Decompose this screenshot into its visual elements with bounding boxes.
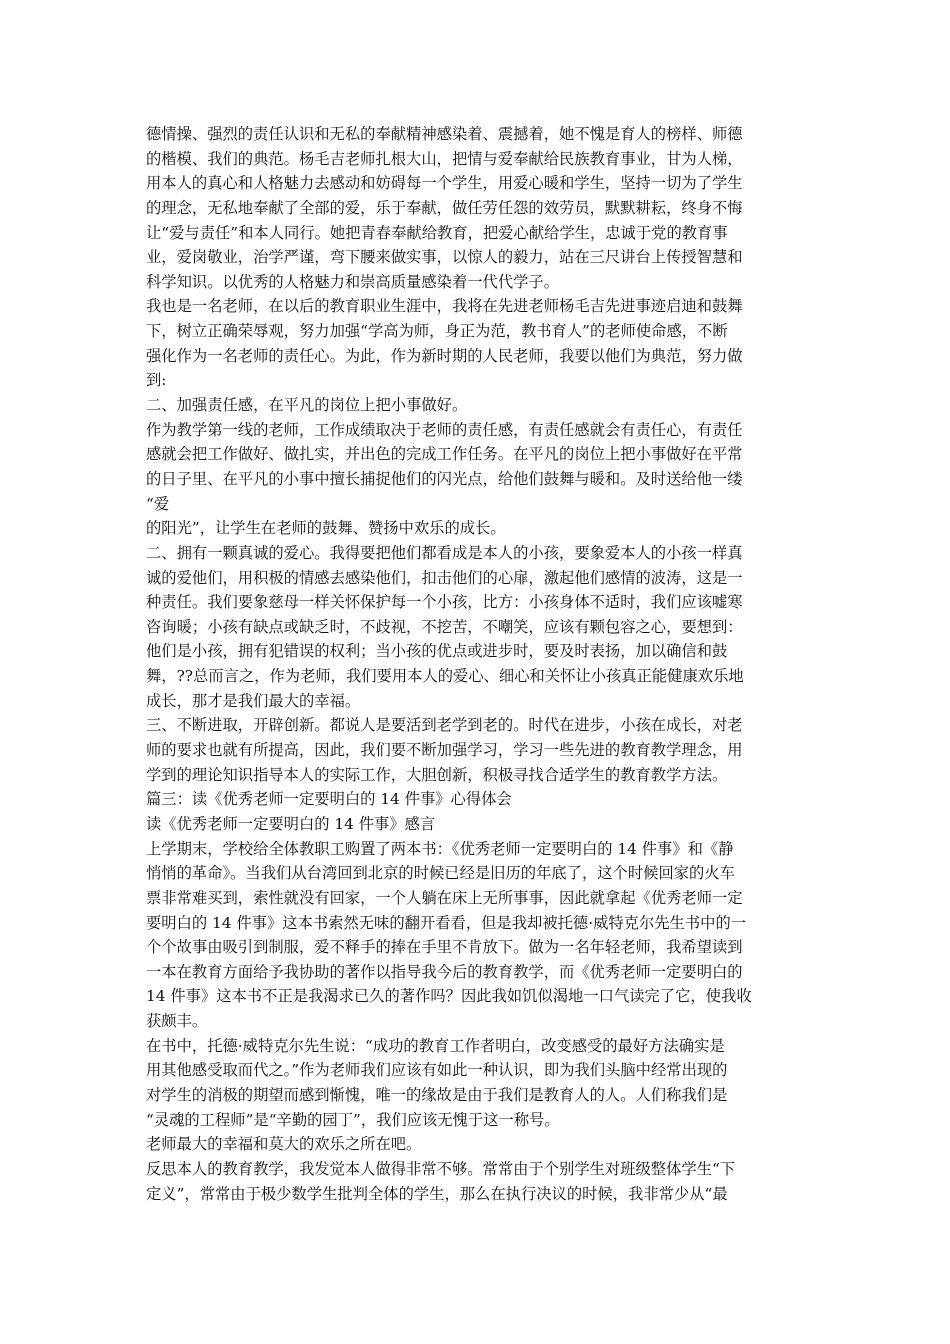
text-line: 科学知识。以优秀的人格魅力和崇高质量感染着一代代学子。	[146, 272, 560, 291]
text-line: 获颇丰。	[146, 1012, 208, 1031]
text-line: 咨询暖；小孩有缺点或缺乏时，不歧视，不挖苦，不嘲笑，应该有颗包容之心，要想到：	[146, 617, 743, 636]
text-line: 感就会把工作做好、做扎实，并出色的完成工作任务。在平凡的岗位上把小事做好在平常	[146, 445, 743, 464]
text-line: 悄悄的革命》。当我们从台湾回到北京的时候已经是旧历的年底了，这个时候回家的火车	[146, 864, 735, 883]
text-line: 他们是小孩，拥有犯错误的权利；当小孩的优点或进步时，要及时表扬，加以确信和鼓	[146, 642, 728, 661]
text-line: 定义”，常常由于极少数学生批判全体的学生，那么在执行决议的时候，我非常少从“最	[146, 1184, 728, 1203]
text-line: 舞，??总而言之，作为老师，我们要用本人的爱心、细心和关怀让小孩真正能健康欢乐地	[146, 667, 744, 686]
text-line: 学到的理论知识指导本人的实际工作，大胆创新，积极寻找合适学生的教育教学方法。	[146, 765, 728, 784]
body-text	[146, 122, 812, 1206]
text-line: 下，树立正确荣辱观，努力加强“学高为师，身正为范，教书育人”的老师使命感，不断	[146, 322, 728, 341]
text-line: 种责任。我们要象慈母一样关怀保护每一个小孩，比方：小孩身体不适时，我们应该嘘寒	[146, 593, 743, 612]
text-line: 业，爱岗敬业，治学严谨，弯下腰来做实事，以惊人的毅力，站在三尺讲台上传授智慧和	[146, 248, 743, 267]
text-line: 德情操、强烈的责任认识和无私的奉献精神感染着、震撼着，她不愧是育人的榜样、师德	[146, 125, 743, 143]
text-line: 的日子里、在平凡的小事中擅长捕捉他们的闪光点，给他们鼓舞与暖和。及时送给他一缕	[146, 469, 743, 488]
text-line: 在书中，托德·威特克尔先生说：“成功的教育工作者明白，改变感受的最好方法确实是	[146, 1036, 725, 1055]
text-line: 反思本人的教育教学，我发觉本人做得非常不够。常常由于个别学生对班级整体学生“下	[146, 1159, 736, 1178]
text-line: 用其他感受取而代之。”作为老师我们应该有如此一种认识，即为我们头脑中经常出现的	[146, 1061, 728, 1080]
text-line: 到:	[146, 371, 167, 390]
text-line: 个个故事由吸引到制服，爱不释手的捧在手里不肯放下。做为一名年轻老师，我希望读到	[146, 938, 743, 957]
text-line: 强化作为一名老师的责任心。为此，作为新时期的人民老师，我要以他们为典范，努力做	[146, 346, 743, 365]
text-line: 二、拥有一颗真诚的爱心。我得要把他们都看成是本人的小孩，要象爱本人的小孩一样真	[146, 543, 743, 562]
text-line: 上学期末，学校给全体教职工购置了两本书：《优秀老师一定要明白的 14 件事》和《静	[146, 839, 734, 858]
text-line: 对学生的消极的期望而感到惭愧，唯一的缘故是由于我们是教育人的人。人们称我们是	[146, 1085, 728, 1104]
text-line: 一本在教育方面给予我协助的著作以指导我今后的教育教学，而《优秀老师一定要明白的	[146, 962, 743, 981]
text-line: 老师最大的幸福和莫大的欢乐之所在吧。	[146, 1135, 422, 1154]
text-line: 14 件事》这本书不正是我渴求已久的著作吗？因此我如饥似渴地一口气读完了它，使我收	[146, 987, 752, 1006]
text-line: 的阳光”，让学生在老师的鼓舞、赞扬中欢乐的成长。	[146, 519, 506, 538]
text-line: 作为教学第一线的老师，工作成绩取决于老师的责任感，有责任感就会有责任心，有责任	[146, 420, 743, 439]
text-line: 三、不断进取，开辟创新。都说人是要活到老学到老的。时代在进步，小孩在成长，对老	[146, 716, 743, 735]
text-line: 读《优秀老师一定要明白的 14 件事》感言	[146, 814, 436, 833]
text-line: 票非常难买到，索性就没有回家，一个人躺在床上无所事事，因此就拿起《优秀老师一定	[146, 888, 743, 907]
text-line: “灵魂的工程师”是“辛勤的园丁”，我们应该无愧于这一称号。	[146, 1110, 560, 1129]
text-line: 要明白的 14 件事》这本书索然无味的翻开看看，但是我却被托德·威特克尔先生书中的一	[146, 913, 747, 932]
text-line: 的楷模、我们的典范。杨毛吉老师扎根大山，把情与爱奉献给民族教育事业，甘为人梯，	[146, 149, 743, 168]
text-line: 师的要求也就有所提高，因此，我们要不断加强学习，学习一些先进的教育教学理念，用	[146, 741, 743, 760]
text-line: 用本人的真心和人格魅力去感动和妨碍每一个学生，用爱心暖和学生，坚持一切为了学生	[146, 174, 743, 193]
text-line: 让“爱与责任”和本人同行。她把青春奉献给教育，把爱心献给学生，忠诚于党的教育事	[146, 223, 728, 242]
text-line: “爱	[146, 494, 170, 513]
text-line: 的理念，无私地奉献了全部的爱，乐于奉献，做任劳任怨的效劳员，默默耕耘，终身不悔	[146, 198, 743, 217]
text-line: 篇三：读《优秀老师一定要明白的 14 件事》心得体会	[146, 790, 512, 809]
text-line: 二、加强责任感，在平凡的岗位上把小事做好。	[146, 396, 468, 415]
text-line: 诚的爱他们，用积极的情感去感染他们，扣击他们的心扉，激起他们感情的波涛，这是一	[146, 568, 743, 587]
text-line: 成长，那才是我们最大的幸福。	[146, 691, 361, 710]
text-line: 我也是一名老师，在以后的教育职业生涯中，我将在先进老师杨毛吉先进事迹启迪和鼓舞	[146, 297, 743, 316]
